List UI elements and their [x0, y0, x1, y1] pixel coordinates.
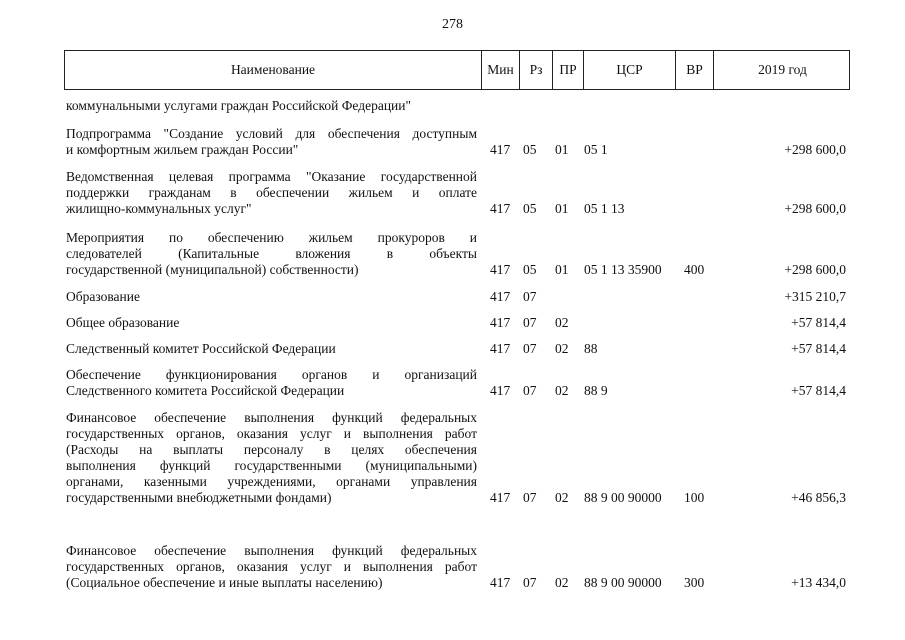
- row-vr: 400: [684, 262, 705, 277]
- row-csr: 05 1 13 35900: [584, 262, 662, 277]
- row-pr: 01: [555, 142, 569, 157]
- row-name-line: органами, казенными учреждениями, органами управления: [66, 474, 477, 489]
- row-name-line: и комфортным жильем граждан России": [66, 142, 299, 157]
- header-csr: ЦСР: [584, 51, 676, 89]
- row-min: 417: [490, 490, 511, 505]
- row-csr: 88: [584, 341, 598, 356]
- row-name-line: Подпрограмма "Создание условий для обеспечения доступным: [66, 126, 477, 141]
- row-csr: 05 1: [584, 142, 608, 157]
- row-csr: 88 9 00 90000: [584, 575, 662, 590]
- row-vr: 300: [684, 575, 705, 590]
- row-rz: 05: [523, 262, 537, 277]
- table-header: [64, 50, 850, 90]
- row-amount: +13 434,0: [791, 575, 846, 590]
- row-name-line: Мероприятия по обеспечению жильем прокуроров и: [66, 230, 477, 245]
- row-pr: 02: [555, 490, 569, 505]
- header-name: Наименование: [65, 51, 482, 89]
- row-pr: 02: [555, 575, 569, 590]
- row-min: 417: [490, 341, 511, 356]
- row-name-line: Образование: [66, 289, 140, 304]
- header-min: Мин: [482, 51, 520, 89]
- row-rz: 07: [523, 315, 537, 330]
- row-name: [66, 410, 477, 506]
- row-vr: 100: [684, 490, 705, 505]
- row-pr: 02: [555, 341, 569, 356]
- row-csr: 88 9: [584, 383, 608, 398]
- row-name-line: поддержки гражданам в обеспечении жильем и оплате: [66, 185, 477, 200]
- row-rz: 07: [523, 490, 537, 505]
- row-name-line: государственных органов, оказания услуг и выполнения работ: [66, 559, 477, 574]
- row-name-line: Следственный комитет Российской Федерации: [66, 341, 336, 356]
- row-rz: 07: [523, 341, 537, 356]
- header-pr: ПР: [553, 51, 584, 89]
- row-min: 417: [490, 383, 511, 398]
- page-number: 278: [442, 17, 463, 32]
- row-rz: 07: [523, 383, 537, 398]
- row-pr: 01: [555, 262, 569, 277]
- row-name: [66, 315, 477, 331]
- row-amount: +57 814,4: [791, 383, 846, 398]
- row-csr: 88 9 00 90000: [584, 490, 662, 505]
- row-amount: +298 600,0: [784, 262, 846, 277]
- row-name: [66, 169, 477, 217]
- row-min: 417: [490, 575, 511, 590]
- row-name-line: государственными внебюджетными фондами): [66, 490, 332, 505]
- row-rz: 05: [523, 201, 537, 216]
- row-name: [66, 126, 477, 158]
- header-year: 2019 год: [758, 62, 807, 77]
- header-rz: Рз: [520, 51, 553, 89]
- row-name-line: (Расходы на выплаты персоналу в целях обеспечения: [66, 442, 477, 457]
- row-name-line: Обеспечение функционирования органов и организаций: [66, 367, 477, 382]
- row-amount: +298 600,0: [784, 201, 846, 216]
- row-amount: +46 856,3: [791, 490, 846, 505]
- row-name-line: коммунальными услугами граждан Российской Федерации": [66, 98, 412, 113]
- row-name: [66, 367, 477, 399]
- row-min: 417: [490, 289, 511, 304]
- row-pr: 02: [555, 315, 569, 330]
- row-name-line: Общее образование: [66, 315, 180, 330]
- row-pr: 01: [555, 201, 569, 216]
- row-name: [66, 341, 477, 357]
- row-name-line: жилищно-коммунальных услуг": [66, 201, 252, 216]
- row-amount: +57 814,4: [791, 315, 846, 330]
- row-name: [66, 98, 477, 114]
- row-name-line: Ведомственная целевая программа "Оказание государственной: [66, 169, 477, 184]
- row-name: [66, 230, 477, 278]
- row-min: 417: [490, 142, 511, 157]
- row-name-line: Финансовое обеспечение выполнения функций федеральных: [66, 543, 477, 558]
- row-amount: +298 600,0: [784, 142, 846, 157]
- row-rz: 07: [523, 575, 537, 590]
- row-name-line: государственных органов, оказания услуг и выполнения работ: [66, 426, 477, 441]
- row-min: 417: [490, 315, 511, 330]
- row-name: [66, 543, 477, 591]
- row-name-line: (Социальное обеспечение и иные выплаты населению): [66, 575, 383, 590]
- row-name-line: следователей (Капитальные вложения в объекты: [66, 246, 477, 261]
- row-min: 417: [490, 201, 511, 216]
- row-pr: 02: [555, 383, 569, 398]
- row-name-line: выполнения функций государственными (муниципальными): [66, 458, 477, 473]
- row-name-line: государственной (муниципальной) собственности): [66, 262, 359, 277]
- row-amount: +57 814,4: [791, 341, 846, 356]
- row-min: 417: [490, 262, 511, 277]
- row-amount: +315 210,7: [784, 289, 846, 304]
- row-name-line: Финансовое обеспечение выполнения функций федеральных: [66, 410, 477, 425]
- row-name: [66, 289, 477, 305]
- row-csr: 05 1 13: [584, 201, 625, 216]
- row-name-line: Следственного комитета Российской Федерации: [66, 383, 345, 398]
- row-rz: 05: [523, 142, 537, 157]
- header-vr: ВР: [676, 51, 714, 89]
- row-rz: 07: [523, 289, 537, 304]
